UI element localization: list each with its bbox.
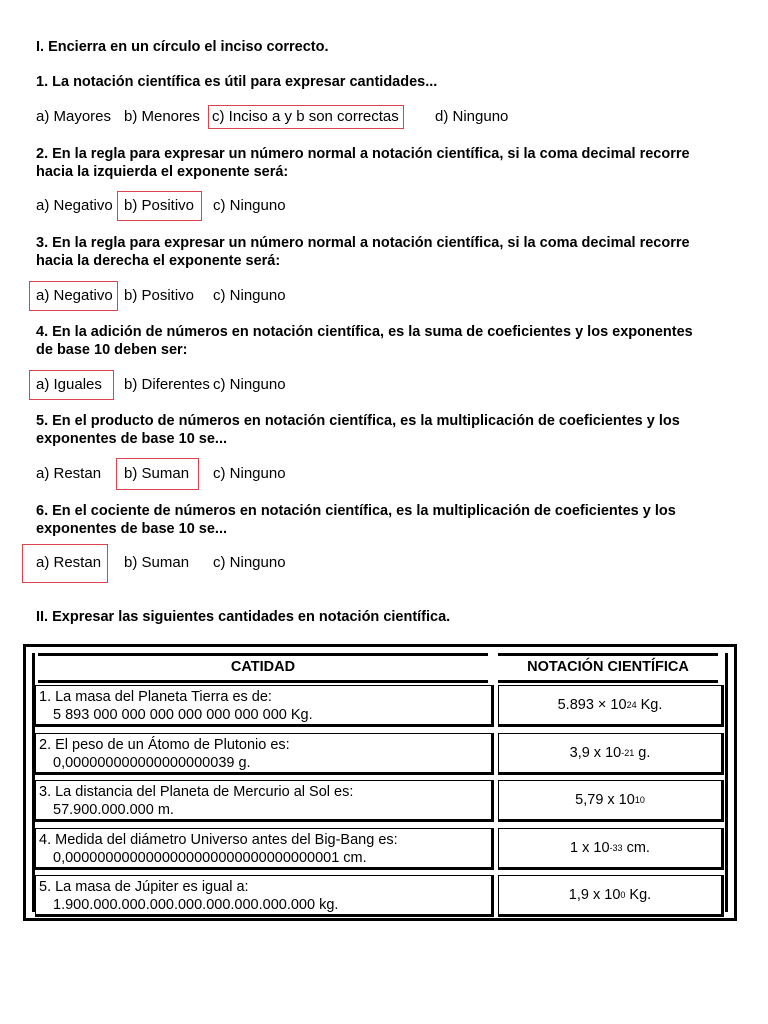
notation-table-body xyxy=(32,653,728,912)
question-1-options xyxy=(36,106,736,128)
question-4-prompt-line2: de base 10 deben ser: xyxy=(36,342,188,358)
table-row-3-notacion: 5,79 x 10 10 xyxy=(498,780,724,822)
table-row-3-cantidad xyxy=(35,780,494,822)
notation-unit: Kg. xyxy=(625,887,652,903)
question-2-options xyxy=(36,195,736,217)
question-2-prompt-line1: 2. En la regla para expresar un número normal a notación científica, si la coma decimal recorre xyxy=(36,146,690,162)
notation-base: 5.893 × 10 xyxy=(557,697,627,713)
cantidad-line1: 1. La masa del Planeta Tierra es de: xyxy=(39,689,272,705)
question-2-option-b-selected[interactable]: b) Positivo xyxy=(118,192,201,220)
question-1-option-a[interactable]: a) Mayores xyxy=(36,108,112,125)
question-6-option-a-selected[interactable]: a) Restan xyxy=(23,545,107,582)
question-6-option-b[interactable]: b) Suman xyxy=(124,554,190,571)
notation-unit: cm. xyxy=(622,840,650,856)
question-3-prompt-line1: 3. En la regla para expresar un número normal a notación científica, si la coma decimal recorre xyxy=(36,235,690,251)
question-6-prompt-line1: 6. En el cociente de números en notación científica, es la multiplicación de coeficientes y los xyxy=(36,503,676,519)
cantidad-line1: 5. La masa de Júpiter es igual a: xyxy=(39,879,249,895)
notation-base: 5,79 x 10 xyxy=(575,792,635,808)
cantidad-line1: 4. Medida del diámetro Universo antes del Big-Bang es: xyxy=(39,832,398,848)
question-1-option-d[interactable]: d) Ninguno xyxy=(435,108,509,125)
table-row-1-cantidad xyxy=(35,685,494,727)
section2-title: II. Expresar las siguientes cantidades en notación científica. xyxy=(36,609,451,625)
question-3-option-c[interactable]: c) Ninguno xyxy=(213,287,286,304)
question-5-options xyxy=(36,463,736,485)
section1-title: I. Encierra en un círculo el inciso correcto. xyxy=(36,39,329,55)
question-3-option-b[interactable]: b) Positivo xyxy=(124,287,195,304)
table-row-5-notacion: 1,9 x 10 0 Kg. xyxy=(498,875,724,917)
table-row-1-notacion: 5.893 × 10 24 Kg. xyxy=(498,685,724,727)
question-4-options xyxy=(36,374,736,396)
question-2-option-c[interactable]: c) Ninguno xyxy=(213,197,286,214)
cantidad-line1: 3. La distancia del Planeta de Mercurio al Sol es: xyxy=(39,784,354,800)
question-1-option-b[interactable]: b) Menores xyxy=(124,108,200,125)
notation-unit: Kg. xyxy=(636,697,663,713)
cantidad-line2: 0,0000000000000000000000000000000001 cm. xyxy=(53,850,367,866)
question-6-prompt-line2: exponentes de base 10 se... xyxy=(36,521,228,537)
cantidad-line2: 57.900.000.000 m. xyxy=(53,802,174,818)
question-5-prompt-line2: exponentes de base 10 se... xyxy=(36,431,228,447)
question-1-prompt: 1. La notación científica es útil para expresar cantidades... xyxy=(36,74,438,90)
question-5-option-b-selected[interactable]: b) Suman xyxy=(117,459,198,489)
question-6-options xyxy=(36,552,736,574)
cantidad-line2: 0,000000000000000000039 g. xyxy=(53,755,251,771)
notation-table xyxy=(23,644,737,921)
header-notacion: NOTACIÓN CIENTÍFICA xyxy=(498,653,718,683)
cantidad-line2: 1.900.000.000.000.000.000.000.000.000 kg. xyxy=(53,897,339,913)
table-row-2-notacion: 3,9 x 10 -21 g. xyxy=(498,733,724,775)
notation-base: 3,9 x 10 xyxy=(569,745,622,761)
question-3-prompt-line2: hacia la derecha el exponente será: xyxy=(36,253,281,269)
question-4-option-a-selected[interactable]: a) Iguales xyxy=(30,371,113,399)
question-4-option-b[interactable]: b) Diferentes xyxy=(124,376,210,393)
table-row-4-notacion: 1 x 10 -33 cm. xyxy=(498,828,724,870)
question-4-option-c[interactable]: c) Ninguno xyxy=(213,376,286,393)
question-6-option-c[interactable]: c) Ninguno xyxy=(213,554,286,571)
question-5-prompt-line1: 5. En el producto de números en notación científica, es la multiplicación de coeficientes y los xyxy=(36,413,680,429)
table-right-rule xyxy=(725,653,728,912)
notation-base: 1 x 10 xyxy=(570,840,610,856)
question-5-option-a[interactable]: a) Restan xyxy=(36,465,102,482)
question-2-prompt-line2: hacia la izquierda el exponente será: xyxy=(36,164,289,180)
table-row-4-cantidad xyxy=(35,828,494,870)
table-row-2-cantidad xyxy=(35,733,494,775)
header-cantidad: CATIDAD xyxy=(38,653,488,683)
cantidad-line2: 5 893 000 000 000 000 000 000 000 Kg. xyxy=(53,707,313,723)
question-4-prompt-line1: 4. En la adición de números en notación científica, es la suma de coeficientes y los exponentes xyxy=(36,324,693,340)
question-5-option-c[interactable]: c) Ninguno xyxy=(213,465,286,482)
table-row-5-cantidad xyxy=(35,875,494,917)
notation-base: 1,9 x 10 xyxy=(568,887,621,903)
notation-unit: g. xyxy=(634,745,651,761)
question-2-option-a[interactable]: a) Negativo xyxy=(36,197,113,214)
question-3-option-a-selected[interactable]: a) Negativo xyxy=(30,282,117,310)
cantidad-line1: 2. El peso de un Átomo de Plutonio es: xyxy=(39,737,290,753)
question-3-options xyxy=(36,285,736,307)
question-1-option-c-selected[interactable]: c) Inciso a y b son correctas xyxy=(209,106,403,128)
